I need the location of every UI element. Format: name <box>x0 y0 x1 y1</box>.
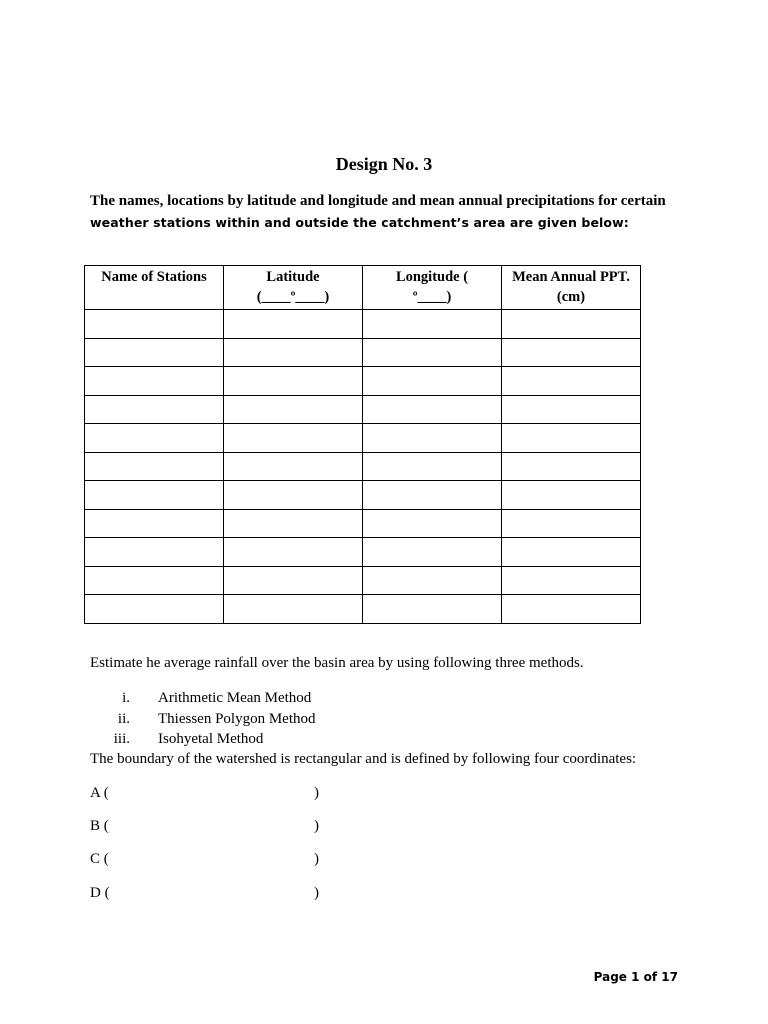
table-cell <box>363 595 502 624</box>
table-cell <box>85 452 224 481</box>
header-line2: (cm) <box>556 289 586 305</box>
table-cell <box>224 367 363 396</box>
table-cell <box>502 595 641 624</box>
header-latitude <box>224 266 363 310</box>
table-cell <box>224 395 363 424</box>
table-row <box>85 452 641 481</box>
header-line1: Latitude <box>266 269 320 285</box>
header-longitude <box>363 266 502 310</box>
table-cell <box>85 538 224 567</box>
table-cell <box>85 338 224 367</box>
table-cell <box>363 367 502 396</box>
table-cell <box>502 395 641 424</box>
table-row <box>85 424 641 453</box>
header-line1: Mean Annual PPT. <box>512 269 630 285</box>
header-line1: Longitude ( <box>395 269 469 285</box>
table-row <box>85 566 641 595</box>
table-cell <box>85 395 224 424</box>
method-number: ii. <box>117 710 130 727</box>
coordinate-close: ) <box>314 885 319 901</box>
table-cell <box>363 509 502 538</box>
method-number: iii. <box>113 731 130 747</box>
stations-table <box>84 265 641 624</box>
table-row <box>85 595 641 624</box>
table-cell <box>85 566 224 595</box>
table-cell <box>224 509 363 538</box>
table-cell <box>502 566 641 595</box>
table-body <box>85 310 641 624</box>
table-cell <box>224 424 363 453</box>
coordinate-label: C ( <box>90 851 109 867</box>
coordinate-label: D ( <box>90 885 110 901</box>
method-label: Arithmetic Mean Method <box>158 690 312 706</box>
header-line2: (____º____) <box>256 289 330 305</box>
intro-paragraph <box>90 191 680 233</box>
document-title: Design No. 3 <box>335 154 433 174</box>
table-cell <box>502 310 641 339</box>
coordinate-label: A ( <box>90 785 109 801</box>
table-cell <box>224 310 363 339</box>
table-row <box>85 481 641 510</box>
table-cell <box>502 481 641 510</box>
coordinate-close: ) <box>314 851 319 867</box>
table-row <box>85 310 641 339</box>
table-row <box>85 367 641 396</box>
table-cell <box>502 338 641 367</box>
header-line2: º____) <box>412 289 452 305</box>
method-label: Thiessen Polygon Method <box>158 710 316 727</box>
coordinate-close: ) <box>314 785 319 801</box>
intro-line-2: weather stations within and outside the catchment’s area are given below: <box>90 215 629 230</box>
table-row <box>85 395 641 424</box>
header-mean-annual-ppt <box>502 266 641 310</box>
table-row <box>85 538 641 567</box>
coordinate-label: B ( <box>90 818 109 834</box>
table-cell <box>85 424 224 453</box>
method-label: Isohyetal Method <box>158 731 264 747</box>
boundary-text: The boundary of the watershed is rectangular and is defined by following four coordinates: <box>90 751 637 767</box>
table-cell <box>224 452 363 481</box>
method-number: i. <box>122 690 130 706</box>
coordinate-close: ) <box>314 818 319 834</box>
page-number: Page 1 of 17 <box>593 970 678 984</box>
table-cell <box>502 509 641 538</box>
table-cell <box>363 310 502 339</box>
estimate-instruction: Estimate he average rainfall over the basin area by using following three methods. <box>90 655 584 671</box>
table-cell <box>85 509 224 538</box>
table-cell <box>363 395 502 424</box>
table-cell <box>363 452 502 481</box>
table-cell <box>502 424 641 453</box>
table-cell <box>502 538 641 567</box>
table-cell <box>502 367 641 396</box>
table-cell <box>363 338 502 367</box>
intro-line-1: The names, locations by latitude and longitude and mean annual precipitations for certain <box>90 193 666 209</box>
coordinate-c <box>90 851 330 871</box>
table-cell <box>363 566 502 595</box>
coordinate-d <box>90 885 330 905</box>
table-cell <box>85 481 224 510</box>
table-cell <box>502 452 641 481</box>
table-cell <box>363 538 502 567</box>
table-cell <box>85 310 224 339</box>
table-cell <box>363 481 502 510</box>
table-cell <box>224 338 363 367</box>
table-cell <box>224 481 363 510</box>
header-line1: Name of Stations <box>101 269 207 285</box>
table-header-row <box>85 266 641 310</box>
table-cell <box>224 595 363 624</box>
table-cell <box>363 424 502 453</box>
coordinate-a <box>90 785 330 805</box>
table-row <box>85 338 641 367</box>
table-cell <box>85 367 224 396</box>
header-name-of-stations <box>85 266 224 310</box>
coordinate-b <box>90 818 330 838</box>
table-cell <box>224 566 363 595</box>
table-cell <box>85 595 224 624</box>
table-cell <box>224 538 363 567</box>
table-row <box>85 509 641 538</box>
